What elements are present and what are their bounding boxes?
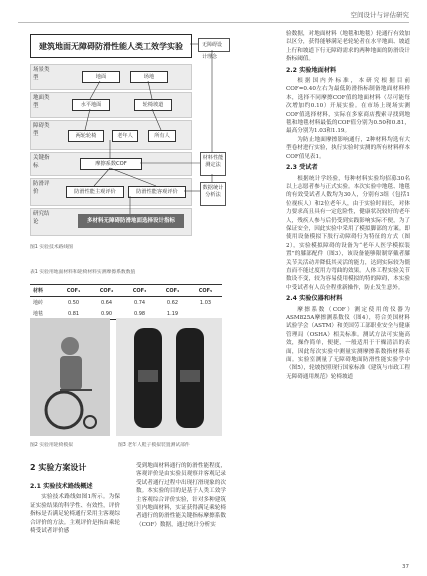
knee-device-illustration — [116, 318, 222, 436]
row-label-barrier-type: 障碍类型 — [33, 123, 50, 137]
box-subjective-eval: 防滑性能主观评价 — [66, 186, 124, 198]
wheelchair-illustration — [30, 318, 110, 436]
box-everyone: 所有人 — [148, 130, 176, 142]
row-label-scene: 场景类型 — [33, 67, 50, 81]
table-header-cell: COF₄ — [165, 287, 180, 294]
page-number: 37 — [402, 564, 409, 570]
table-header-cell: COF₁ — [66, 287, 81, 294]
paragraph: 实验技术路线如图1所示。为保证实验结果的科学性、有效性，评价指标是否满足轮椅通行采用主客观综合评价的方法。主观评价是指由乘轮椅受试者评价感 — [30, 494, 120, 535]
middle-column — [136, 462, 226, 529]
section-2-heading: 2 实验方案设计 — [30, 463, 87, 472]
figure-2-caption: 图2 实验用轮椅模拟 — [30, 443, 73, 448]
left-column — [30, 480, 120, 535]
table-header-cell: COF₅ — [198, 287, 213, 294]
table-cell: 0.62 — [166, 299, 179, 306]
table-cell: 0.74 — [133, 299, 146, 306]
box-objective-eval: 防滑性能客观评价 — [128, 186, 186, 198]
paragraph: 受到地面材料通行的防滑性能程度，客观评价是由实验员观察并客观记录受试者通行过程中出现打滑现象的次数。本实验的目的是基于人类工效学主客观综合评价实验，针对多种建筑室内地面材料，实证获得满足乘轮椅者通行的防滑性能关键指标摩擦系数（COF）数据，通过统计分析实 — [136, 463, 226, 528]
knee-device-photo — [116, 318, 222, 436]
paragraph: 摩擦系数（COF）测定使用的仪器为ASM825A摩擦测系数仪（图4），符合美国材料试验学会（ASTM）和美国劳工部职业安全与健康管理局（OSHA）相关标准。测试方法可实施高效，操作简单，便捷，一般适用于干燥清洁的表面，因此每次实验中测量实测摩擦系数指材料表面。实验室测量了无障碍地面防滑性能实验学中（图5），轮坡按照现行国家标准《建筑与市政工程无障碍通用规范》轮椅坡道 — [286, 306, 410, 380]
research-flow-diagram — [30, 34, 230, 236]
box-cof: 摩擦系数COF — [80, 158, 142, 170]
row-label-floor-type: 地面类型 — [33, 95, 50, 109]
table-cell: 0.90 — [100, 310, 113, 317]
paragraph: 根据国内外标准，本研究根据目前COF=0.40左右为最低防滑指标制备地面材料样本，选择不同摩擦COF值的地面材料（尽可能每次增加约0.10）开展实验。在市场上现场实测COF值选择材料，实际在多家商店搜索寻找到地毯和地毯材料最低的COF值分别为0.50和0.81，最高分别为1.03和1.19。 — [286, 78, 410, 135]
table-cell: 0.98 — [133, 310, 146, 317]
figure-1-caption: 图1 实验技术路线图 — [30, 245, 73, 250]
section-2-2-heading: 2.2 实验地面材料 — [286, 66, 337, 74]
figure-3-caption: 图3 老年人鞋子模拟装置测试部件 — [118, 443, 190, 448]
paragraph: 验数据，对地面材料（地毯和地毯）轮通行有效加以区分，获得能够满足老轮轮者在水平地面、坡道上行和坡道下行无障碍需求的两种地面的防滑设计指标阈值。 — [286, 31, 410, 63]
box-two-wheel-wheelchair: 两轮轮椅 — [68, 130, 104, 142]
box-elderly: 老年人 — [112, 130, 138, 142]
table-1-caption: 表1 实验用地面材料和轮椅材料实测摩擦系数数值 — [30, 270, 136, 275]
diagram-title: 建筑地面无障碍防滑性能人类工效学实验 — [30, 34, 192, 58]
side-box-statistics: 数据统计分析法 — [200, 182, 226, 206]
table-cell: 0.81 — [67, 310, 80, 317]
side-box-material-test: 材料性能测定法 — [200, 152, 226, 176]
header-rule — [18, 22, 409, 23]
cof-table — [30, 284, 222, 320]
row-label-slip-evaluation: 防滑评价 — [33, 181, 50, 195]
box-design-index: 多材料无障碍防滑地面选择设计指标 — [78, 214, 184, 228]
table-cell: 0.64 — [100, 299, 113, 306]
table-cell: 地砖 — [33, 300, 44, 306]
section-2-4-heading: 2.4 实验仪器和材料 — [286, 295, 343, 303]
box-level-floor: 水平地面 — [72, 99, 110, 111]
box-site: 场地 — [130, 71, 168, 83]
table-cell: 地毯 — [33, 311, 44, 317]
table-cell: 1.19 — [166, 310, 179, 317]
row-label-key-index: 关键指标 — [33, 155, 50, 169]
table-header-cell: COF₃ — [132, 287, 147, 294]
section-2-1-heading: 2.1 实验技术路线概述 — [30, 483, 93, 490]
table-cell: 1.03 — [199, 299, 212, 306]
box-floor: 地面 — [82, 71, 120, 83]
paragraph: 根据统计学经验，每种材料实验均招募30名以上志愿者参与正式实验。本次实验中地毯、地毯的有效受试者人数均为30人，分别有3组（包括1位视疾人）和2位老年人，由于实验时间长，对体力要求高且具有一定危险性，健康状况较好的老年人，残疾人参与后仍受到实践影响实际不便，为了保证安全，因此实验中采用了模拟脚部的方案。即使用设备模拟下肢行动障碍行为特征的方式（图2），实验模拟障碍的设备为“老年人医学模拟装置”的膝部配件（图3），该设备能够限制穿戴者膝关节关活动并降低其灵活的能力，达到实际较为僵直而不能过度用力弯曲的效果。人体工程实验关节数设不变，较为容易使用模拟的特的障碍，本实验中受试者有人员全程重新操作，防止发生意外。 — [286, 175, 410, 291]
table-cell: 0.50 — [67, 299, 80, 306]
right-column — [286, 30, 410, 381]
row-label-conclusion: 研究结论 — [33, 211, 50, 225]
table-row — [30, 297, 222, 309]
section-2-3-heading: 2.3 受试者 — [286, 164, 318, 172]
box-ramp: 轮椅坡道 — [134, 99, 172, 111]
table-header-row — [30, 285, 222, 297]
paragraph: 为防止地面摩擦影响通行，2种材料均选有大型卷材进行实验，执行实验时实测的所有材料样本COF值见表1。 — [286, 136, 410, 160]
wheelchair-photo — [30, 318, 110, 436]
table-header-cell: COF₂ — [99, 287, 114, 294]
running-head: 空间设计与评估研究 — [350, 11, 409, 19]
design-concept-badge: 无障碍设计理念 — [198, 38, 230, 52]
table-header-cell: 材料 — [33, 288, 44, 294]
